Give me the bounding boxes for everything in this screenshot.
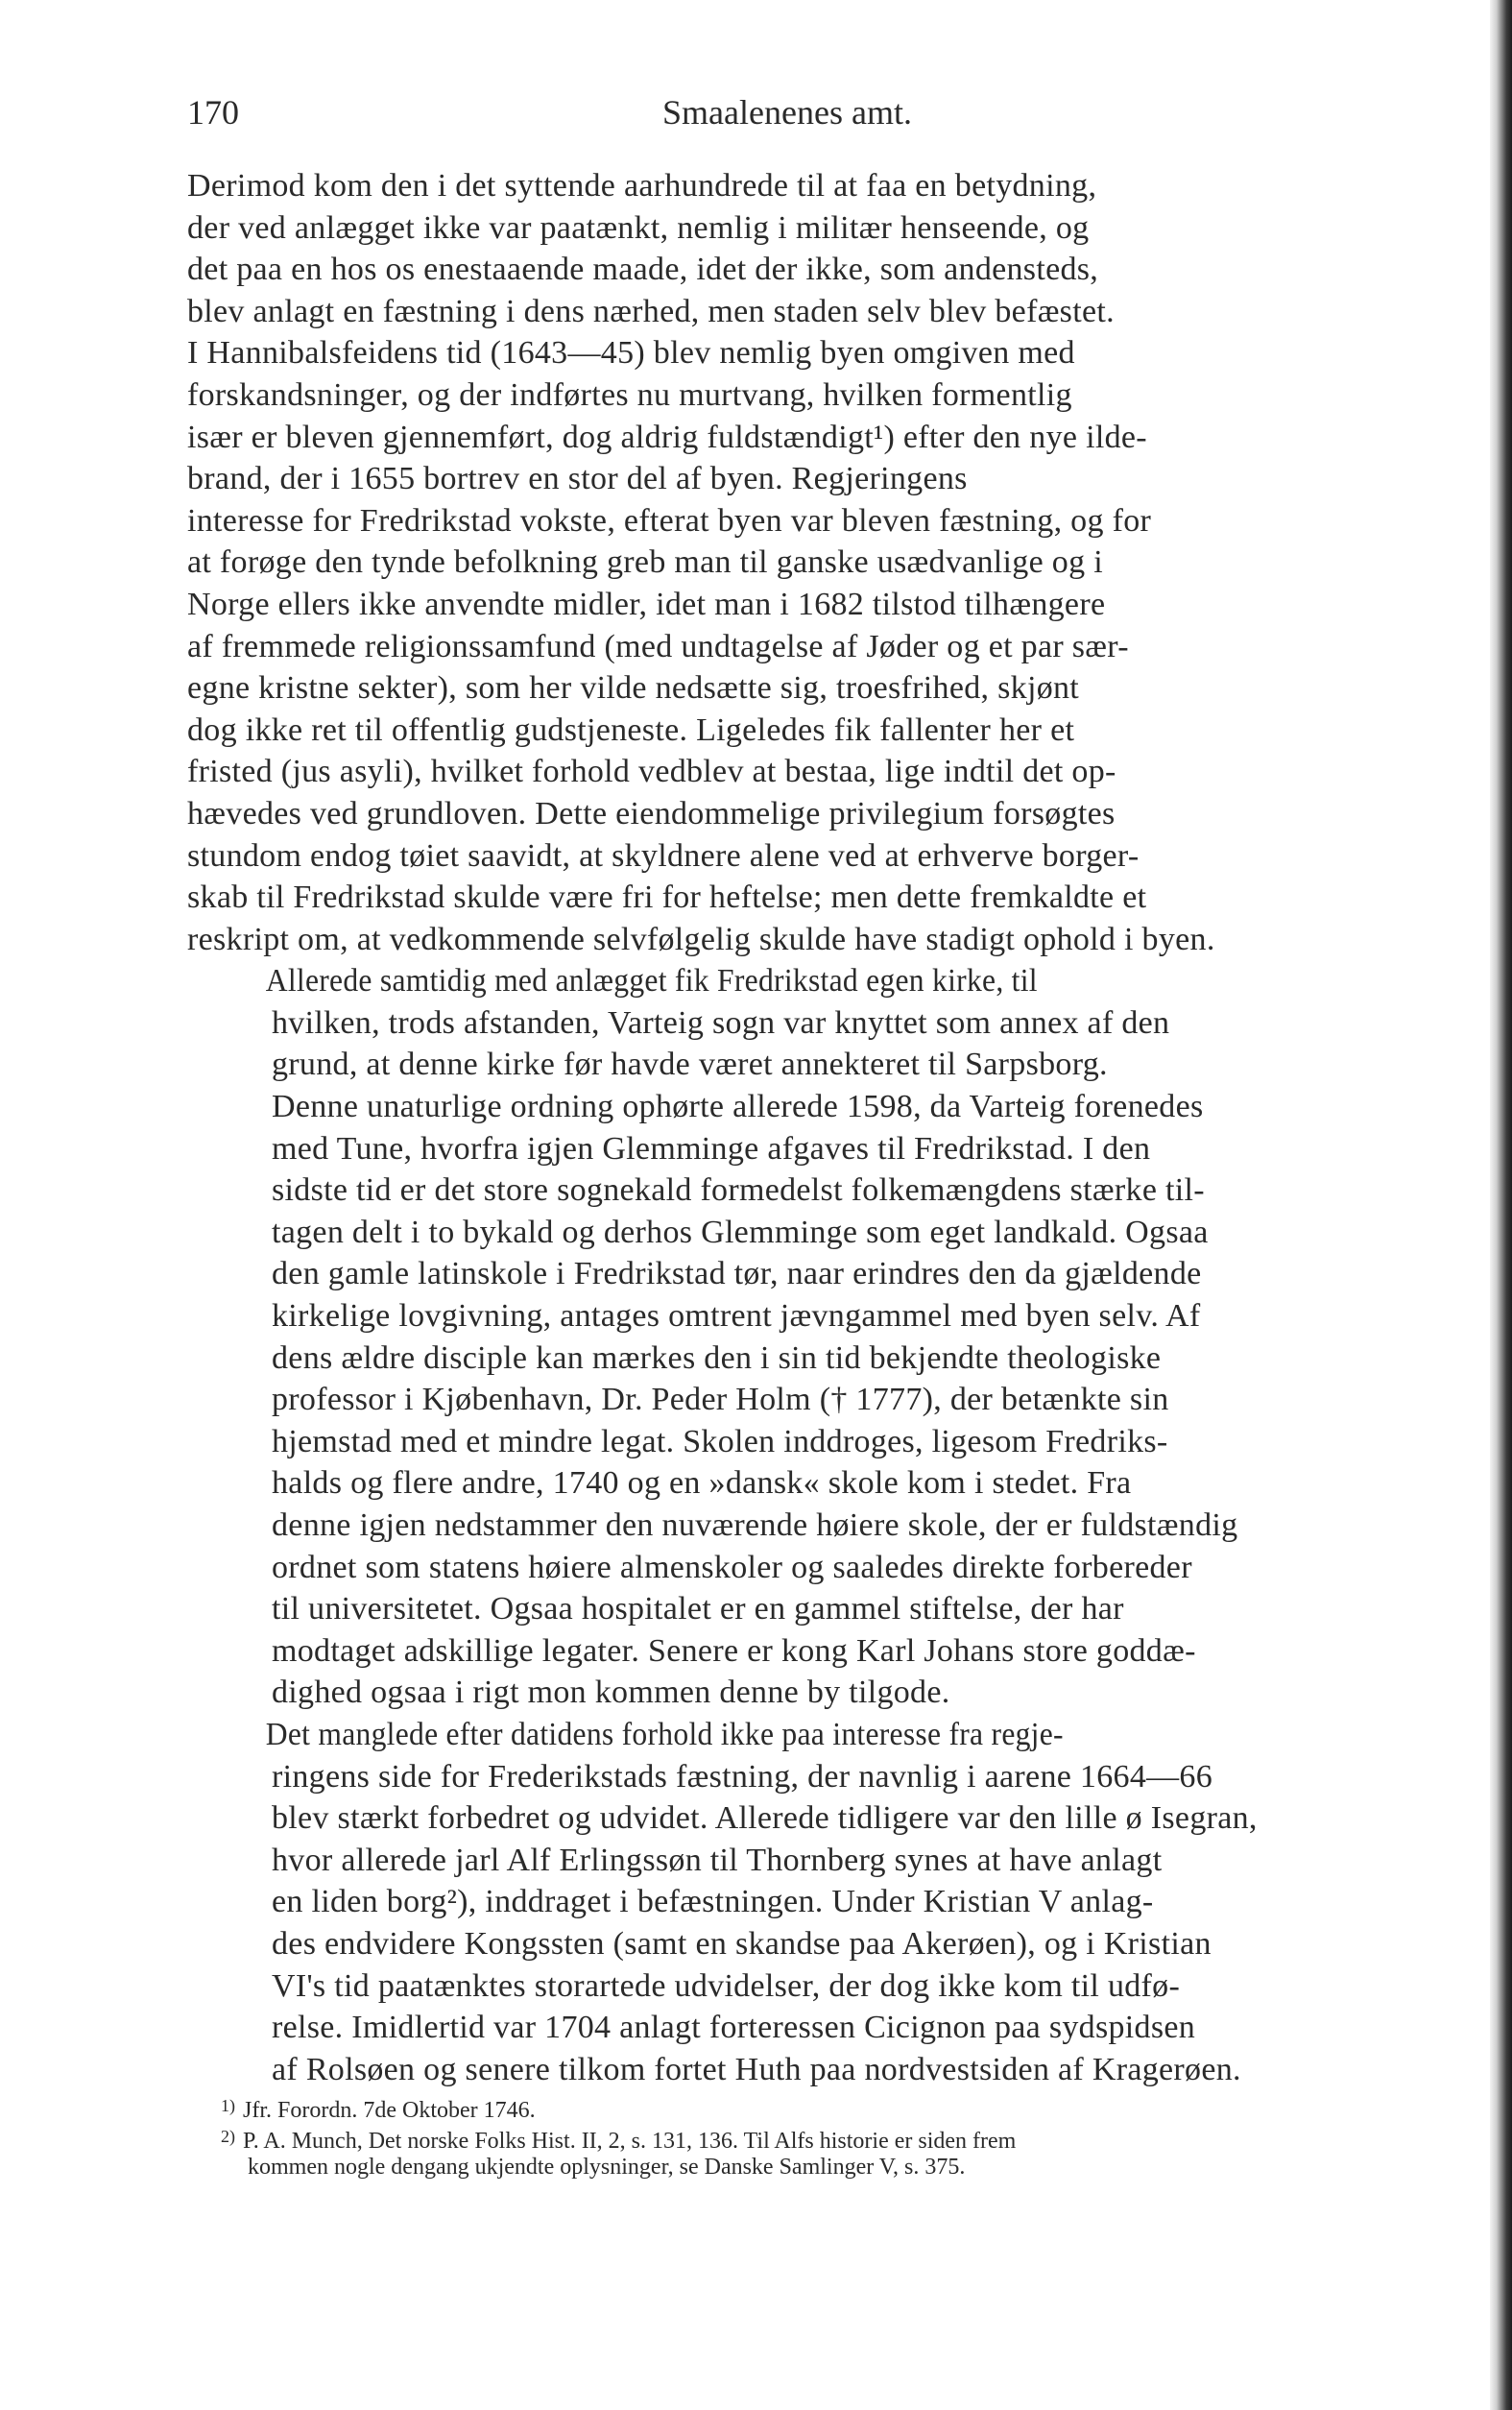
text-line: Derimod kom den i det syttende aarhundrede til at faa en betydning, — [187, 168, 1097, 204]
footnote-text: Jfr. Forordn. 7de Oktober 1746. — [243, 2098, 536, 2123]
running-title: Smaalenenes amt. — [662, 93, 912, 132]
text-line: blev stærkt forbedret og udvidet. Allerede tidligere var den lille ø Isegran, — [272, 1800, 1258, 1837]
text-line: skab til Fredrikstad skulde være fri for heftelse; men dette fremkaldte et — [187, 880, 1147, 916]
text-line: med Tune, hvorfra igjen Glemminge afgaves til Fredrikstad. I den — [272, 1130, 1151, 1167]
text-line: egne kristne sekter), som her vilde nedsætte sig, troesfrihed, skjønt — [187, 670, 1080, 707]
running-head — [187, 88, 1387, 136]
footnotes — [221, 2093, 1373, 2181]
footnote — [221, 2124, 1373, 2155]
text-line: en liden borg²), inddraget i befæstningen. Under Kristian V anlag- — [272, 1884, 1154, 1920]
text-line: VI's tid paatænktes storartede udvidelser, der dog ikke kom til udfø- — [272, 1967, 1181, 2004]
text-line: blev anlagt en fæstning i dens nærhed, men staden selv blev befæstet. — [187, 293, 1115, 329]
text-line: reskript om, at vedkommende selvfølgelig skulde have stadigt ophold i byen. — [187, 921, 1215, 957]
paragraph — [187, 1714, 1382, 2090]
footnote-text: kommen nogle dengang ukjendte oplysninger, se Danske Samlinger V, s. 375. — [248, 2155, 966, 2180]
footnote-marker: 2) — [221, 2127, 235, 2146]
text-line: Allerede samtidig med anlægget fik Fredrikstad egen kirke, til — [265, 963, 1038, 1000]
scan-edge — [1490, 0, 1512, 2410]
text-line: fristed (jus asyli), hvilket forhold vedblev at bestaa, lige indtil det op- — [187, 754, 1116, 790]
text-line: især er bleven gjennemført, dog aldrig fuldstændigt¹) efter den nye ilde- — [187, 419, 1147, 455]
text-line: relse. Imidlertid var 1704 anlagt forteressen Cicignon paa sydspidsen — [272, 2010, 1196, 2046]
text-line: brand, der i 1655 bortrev en stor del af byen. Regjeringens — [187, 461, 968, 497]
footnote-marker: 1) — [221, 2096, 235, 2115]
footnote-text: P. A. Munch, Det norske Folks Hist. II, 2, s. 131, 136. Til Alfs historie er siden frem — [243, 2129, 1017, 2154]
page-number: 170 — [187, 93, 239, 132]
text-line: denne igjen nedstammer den nuværende høiere skole, der er fuldstændig — [272, 1507, 1238, 1543]
text-line: ringens side for Frederikstads fæstning, der navnlig i aarene 1664—66 — [272, 1758, 1213, 1795]
text-line: hvilken, trods afstanden, Varteig sogn var knyttet som annex af den — [272, 1004, 1170, 1041]
text-line: af Rolsøen og senere tilkom fortet Huth paa nordvestsiden af Kragerøen. — [272, 2051, 1241, 2087]
text-line: tagen delt i to bykald og derhos Glemminge som eget landkald. Ogsaa — [272, 1214, 1209, 1250]
text-line: Norge ellers ikke anvendte midler, idet man i 1682 tilstod tilhængere — [187, 586, 1106, 622]
text-line: kirkelige lovgivning, antages omtrent jævngammel med byen selv. Af — [272, 1298, 1201, 1335]
paragraph — [187, 960, 1382, 1714]
text-line: dog ikke ret til offentlig gudstjeneste. Ligeledes fik fallenter her et — [187, 711, 1075, 748]
body-text — [187, 165, 1382, 2090]
text-line: Det manglede efter datidens forhold ikke paa interesse fra regje- — [265, 1716, 1064, 1752]
text-line: at forøge den tynde befolkning greb man til ganske usædvanlige og i — [187, 544, 1103, 581]
text-line: ordnet som statens høiere almenskoler og saaledes direkte forbereder — [272, 1549, 1192, 1585]
text-line: hvor allerede jarl Alf Erlingssøn til Thornberg synes at have anlagt — [272, 1842, 1163, 1878]
text-line: til universitetet. Ogsaa hospitalet er en gammel stiftelse, der har — [272, 1591, 1124, 1627]
text-line: modtaget adskillige legater. Senere er kong Karl Johans store goddæ- — [272, 1632, 1196, 1669]
text-line: dens ældre disciple kan mærkes den i sin tid bekjendte theologiske — [272, 1339, 1162, 1376]
text-line: professor i Kjøbenhavn, Dr. Peder Holm († 1777), der betænkte sin — [272, 1382, 1169, 1418]
text-line: halds og flere andre, 1740 og en »dansk« skole kom i stedet. Fra — [272, 1465, 1132, 1502]
text-line: hævedes ved grundloven. Dette eiendommelige privilegium forsøgtes — [187, 795, 1116, 831]
text-line: sidste tid er det store sognekald formedelst folkemængdens stærke til- — [272, 1172, 1205, 1209]
text-line: stundom endog tøiet saavidt, at skyldnere alene ved at erhverve borger- — [187, 837, 1140, 874]
text-line: interesse for Fredrikstad vokste, efterat byen var bleven fæstning, og for — [187, 502, 1152, 539]
text-line: forskandsninger, og der indførtes nu murtvang, hvilken formentlig — [187, 376, 1072, 413]
text-line: Denne unaturlige ordning ophørte allerede 1598, da Varteig forenedes — [272, 1089, 1204, 1125]
text-line: af fremmede religionssamfund (med undtagelse af Jøder og et par sær- — [187, 628, 1129, 664]
footnote-continuation — [221, 2155, 1373, 2181]
text-line: des endvidere Kongssten (samt en skandse paa Akerøen), og i Kristian — [272, 1925, 1212, 1962]
text-line: det paa en hos os enestaaende maade, idet der ikke, som andensteds, — [187, 252, 1099, 288]
text-line: I Hannibalsfeidens tid (1643—45) blev nemlig byen omgiven med — [187, 335, 1075, 372]
text-line: der ved anlægget ikke var paatænkt, nemlig i militær henseende, og — [187, 209, 1090, 246]
footnote — [221, 2093, 1373, 2124]
text-line: grund, at denne kirke før havde været annekteret til Sarpsborg. — [272, 1047, 1108, 1083]
text-line: hjemstad med et mindre legat. Skolen inddroges, ligesom Fredriks- — [272, 1423, 1168, 1459]
text-line: dighed ogsaa i rigt mon kommen denne by tilgode. — [272, 1675, 950, 1711]
paragraph — [187, 165, 1382, 960]
text-line: den gamle latinskole i Fredrikstad tør, naar erindres den da gjældende — [272, 1256, 1202, 1292]
